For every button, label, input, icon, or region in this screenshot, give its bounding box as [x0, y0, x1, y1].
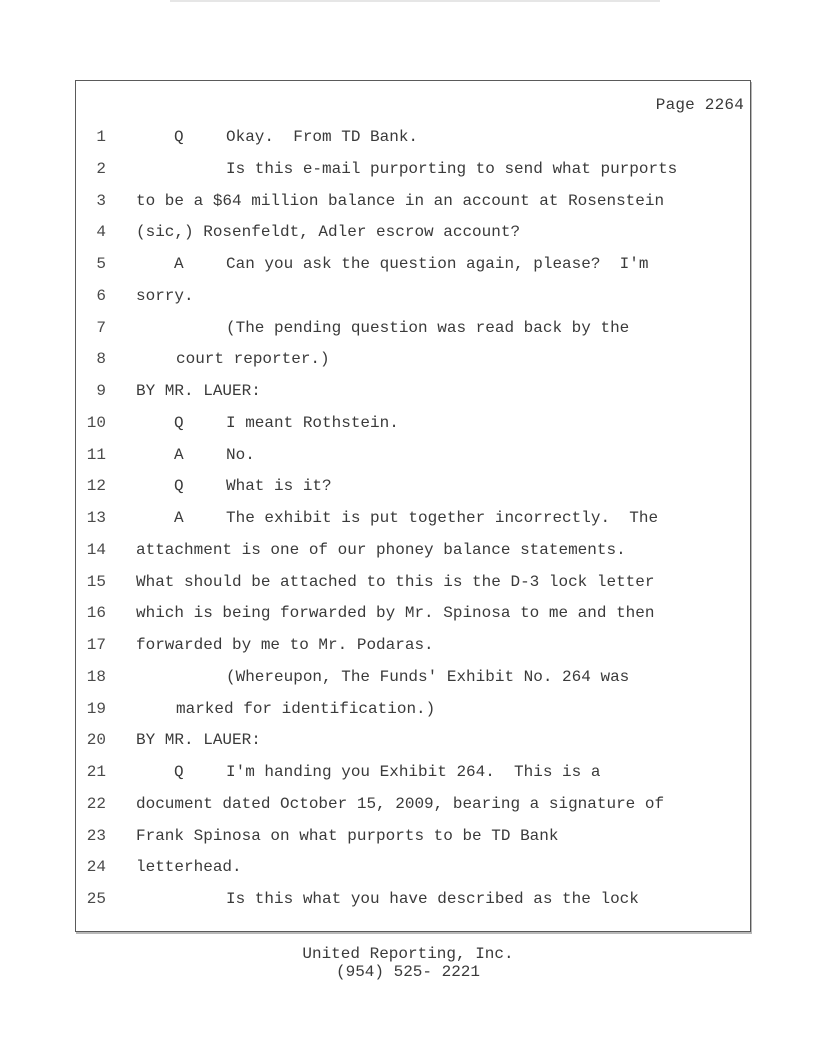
line-number: 17 — [86, 636, 106, 654]
line-number: 22 — [86, 795, 106, 813]
transcript-line — [0, 411, 816, 435]
reporter-phone: (954) 525- 2221 — [335, 963, 481, 981]
speaker-marker: A — [174, 446, 184, 464]
line-number: 23 — [86, 827, 106, 845]
line-number: 7 — [96, 319, 106, 337]
transcript-line — [0, 570, 816, 594]
line-number: 10 — [86, 414, 106, 432]
line-number: 12 — [86, 477, 106, 495]
line-text: to be a $64 million balance in an account at Rosenstein — [136, 192, 665, 210]
line-text: letterhead. — [136, 858, 242, 876]
transcript-line — [0, 347, 816, 371]
line-text: (Whereupon, The Funds' Exhibit No. 264 was — [226, 668, 630, 686]
line-text: attachment is one of our phoney balance statements. — [136, 541, 626, 559]
transcript-line — [0, 824, 816, 848]
line-number: 5 — [96, 255, 106, 273]
transcript-line — [0, 855, 816, 879]
line-number: 25 — [86, 890, 106, 908]
line-text: BY MR. LAUER: — [136, 382, 261, 400]
line-number: 2 — [96, 160, 106, 178]
line-number: 8 — [96, 350, 106, 368]
line-text: (The pending question was read back by the — [226, 319, 630, 337]
line-text: Is this e-mail purporting to send what purports — [226, 160, 678, 178]
scan-top-edge — [170, 0, 660, 2]
line-text: marked for identification.) — [176, 700, 436, 718]
line-number: 9 — [96, 382, 106, 400]
line-number: 21 — [86, 763, 106, 781]
line-number: 24 — [86, 858, 106, 876]
speaker-marker: Q — [174, 763, 184, 781]
line-text: forwarded by me to Mr. Podaras. — [136, 636, 434, 654]
line-text: I'm handing you Exhibit 264. This is a — [226, 763, 601, 781]
line-text: (sic,) Rosenfeldt, Adler escrow account? — [136, 223, 521, 241]
line-text: I meant Rothstein. — [226, 414, 399, 432]
line-number: 3 — [96, 192, 106, 210]
speaker-marker: Q — [174, 414, 184, 432]
line-text: BY MR. LAUER: — [136, 731, 261, 749]
line-text: No. — [226, 446, 255, 464]
line-number: 14 — [86, 541, 106, 559]
line-number: 16 — [86, 604, 106, 622]
line-text: Can you ask the question again, please? I'm — [226, 255, 649, 273]
line-text: court reporter.) — [176, 350, 330, 368]
transcript-line — [0, 506, 816, 530]
speaker-marker: A — [174, 255, 184, 273]
transcript-line — [0, 157, 816, 181]
transcript-line — [0, 284, 816, 308]
transcript-line — [0, 665, 816, 689]
transcript-line — [0, 633, 816, 657]
transcript-line — [0, 443, 816, 467]
transcript-line — [0, 887, 816, 911]
line-number: 18 — [86, 668, 106, 686]
reporter-company: United Reporting, Inc. — [302, 945, 514, 963]
line-text: sorry. — [136, 287, 194, 305]
line-text: which is being forwarded by Mr. Spinosa to me and then — [136, 604, 655, 622]
line-number: 11 — [86, 446, 106, 464]
line-text: The exhibit is put together incorrectly. The — [226, 509, 659, 527]
line-number: 20 — [86, 731, 106, 749]
transcript-line — [0, 728, 816, 752]
line-text: document dated October 15, 2009, bearing a signature of — [136, 795, 665, 813]
transcript-line — [0, 316, 816, 340]
line-number: 19 — [86, 700, 106, 718]
transcript-line — [0, 220, 816, 244]
line-text: Is this what you have described as the lock — [226, 890, 639, 908]
line-number: 4 — [96, 223, 106, 241]
line-text: Frank Spinosa on what purports to be TD Bank — [136, 827, 559, 845]
transcript-line — [0, 538, 816, 562]
page-number: Page 2264 — [655, 96, 744, 114]
transcript-line — [0, 601, 816, 625]
footer — [0, 945, 816, 981]
transcript-line — [0, 697, 816, 721]
speaker-marker: A — [174, 509, 184, 527]
speaker-marker: Q — [174, 128, 184, 146]
transcript-line — [0, 252, 816, 276]
line-text: Okay. From TD Bank. — [226, 128, 419, 146]
transcript-line — [0, 189, 816, 213]
line-number: 1 — [96, 128, 106, 146]
line-number: 15 — [86, 573, 106, 591]
transcript-line — [0, 125, 816, 149]
line-number: 13 — [86, 509, 106, 527]
transcript-line — [0, 792, 816, 816]
line-text: What should be attached to this is the D-3 lock letter — [136, 573, 655, 591]
transcript-line — [0, 760, 816, 784]
line-number: 6 — [96, 287, 106, 305]
transcript-line — [0, 474, 816, 498]
speaker-marker: Q — [174, 477, 184, 495]
transcript-line — [0, 379, 816, 403]
line-text: What is it? — [226, 477, 332, 495]
